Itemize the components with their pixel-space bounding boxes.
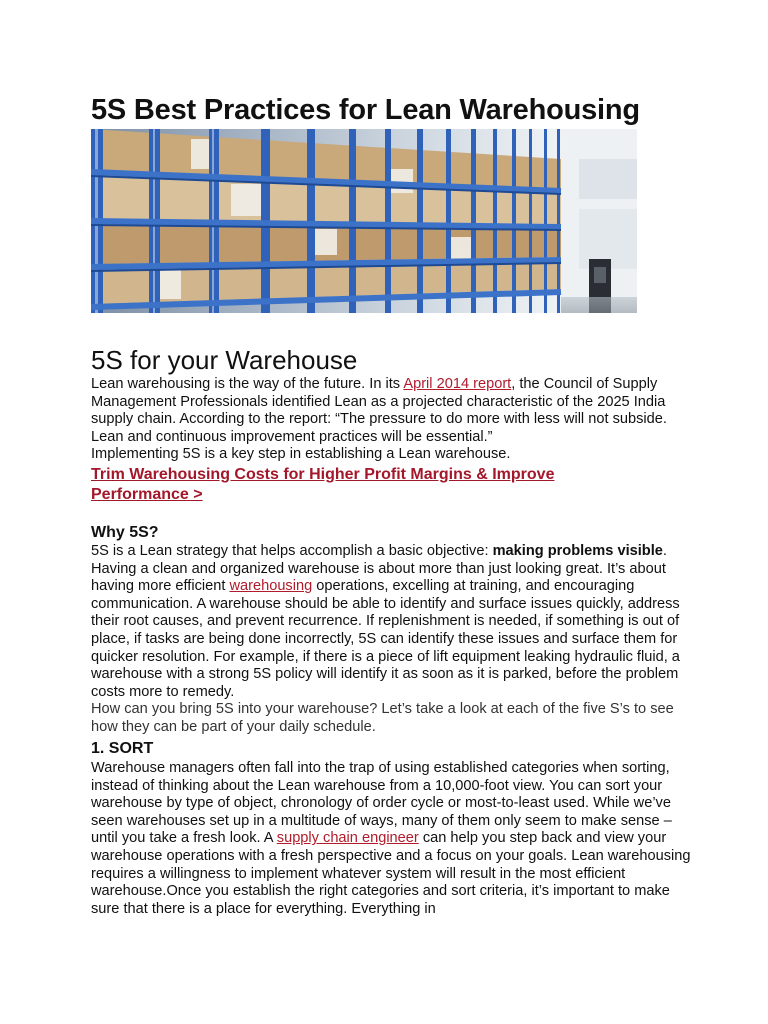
why-5s-heading: Why 5S? <box>91 524 159 541</box>
sort-heading: 1. SORT <box>91 740 154 757</box>
intro-text-b: , the Council of Supply Management Professionals identified Lean as a projected characteristic of the 2025 India supply chain. According to the report: “The pressure to do more with less will not subside. Lean and continuous improvement practices will be essential.” <box>91 376 667 445</box>
supply-chain-engineer-link[interactable]: supply chain engineer <box>276 830 419 847</box>
sort-paragraph <box>91 760 691 918</box>
page-title: 5S Best Practices for Lean Warehousing <box>91 94 640 126</box>
sort-text-b: can help you step back and view your warehouse operations with a fresh perspective and a focus on your goals. Lean warehousing requires a willingness to implement whatever system will result in the most efficient warehouse.Once you establish the right categories and sort criteria, it’s important to make sure that there is a place for everything. Everything in <box>91 830 691 917</box>
section-heading-5s-warehouse: 5S for your Warehouse <box>91 345 358 375</box>
trim-costs-cta-link[interactable]: Trim Warehousing Costs for Higher Profit Margins & Improve Performance > <box>91 466 555 503</box>
why-5s-paragraph <box>91 543 691 737</box>
intro-paragraph <box>91 376 691 464</box>
april-2014-report-link[interactable]: April 2014 report <box>403 376 512 392</box>
why-text-a: 5S is a Lean strategy that helps accomplish a basic objective: <box>91 543 493 559</box>
why-text-b: . Having a clean and organized warehouse is about more than just looking great. It’s about having more efficient <box>91 543 667 595</box>
why-text-c: operations, excelling at training, and encouraging communication. A warehouse should be able to identify and surface issues quickly, address their root causes, and prevent recurrence. If replenishment is needed, if something is out of place, if tasks are being done incorrectly, 5S can identify these issues and surface them for quicker resolution. For example, if there is a piece of lift equipment leaking hydraulic fluid, a warehouse with a strong 5S policy will identify it as soon as it is parked, before the problem costs more to remedy. <box>91 578 680 700</box>
warehouse-rack-image <box>91 129 637 313</box>
why-text-d: How can you bring 5S into your warehouse? Let’s take a look at each of the five S’s to see how they can be part of your daily schedule. <box>91 701 674 735</box>
intro-text-c: Implementing 5S is a key step in establishing a Lean warehouse. <box>91 446 511 463</box>
warehousing-link[interactable]: warehousing <box>229 578 313 595</box>
sort-text-a: Warehouse managers often fall into the trap of using established categories when sorting, instead of thinking about the Lean warehouse from a 10,000-foot view. You can sort your warehouse by type of object, chronology of order cycle or most-to-least used. While we’ve seen warehouses set up in a multitude of ways, many of them only seem to make sense – until you take a fresh look. A <box>91 760 672 847</box>
why-bold-text: making problems visible <box>492 543 663 559</box>
intro-text-a: Lean warehousing is the way of the future. In its <box>91 376 404 392</box>
